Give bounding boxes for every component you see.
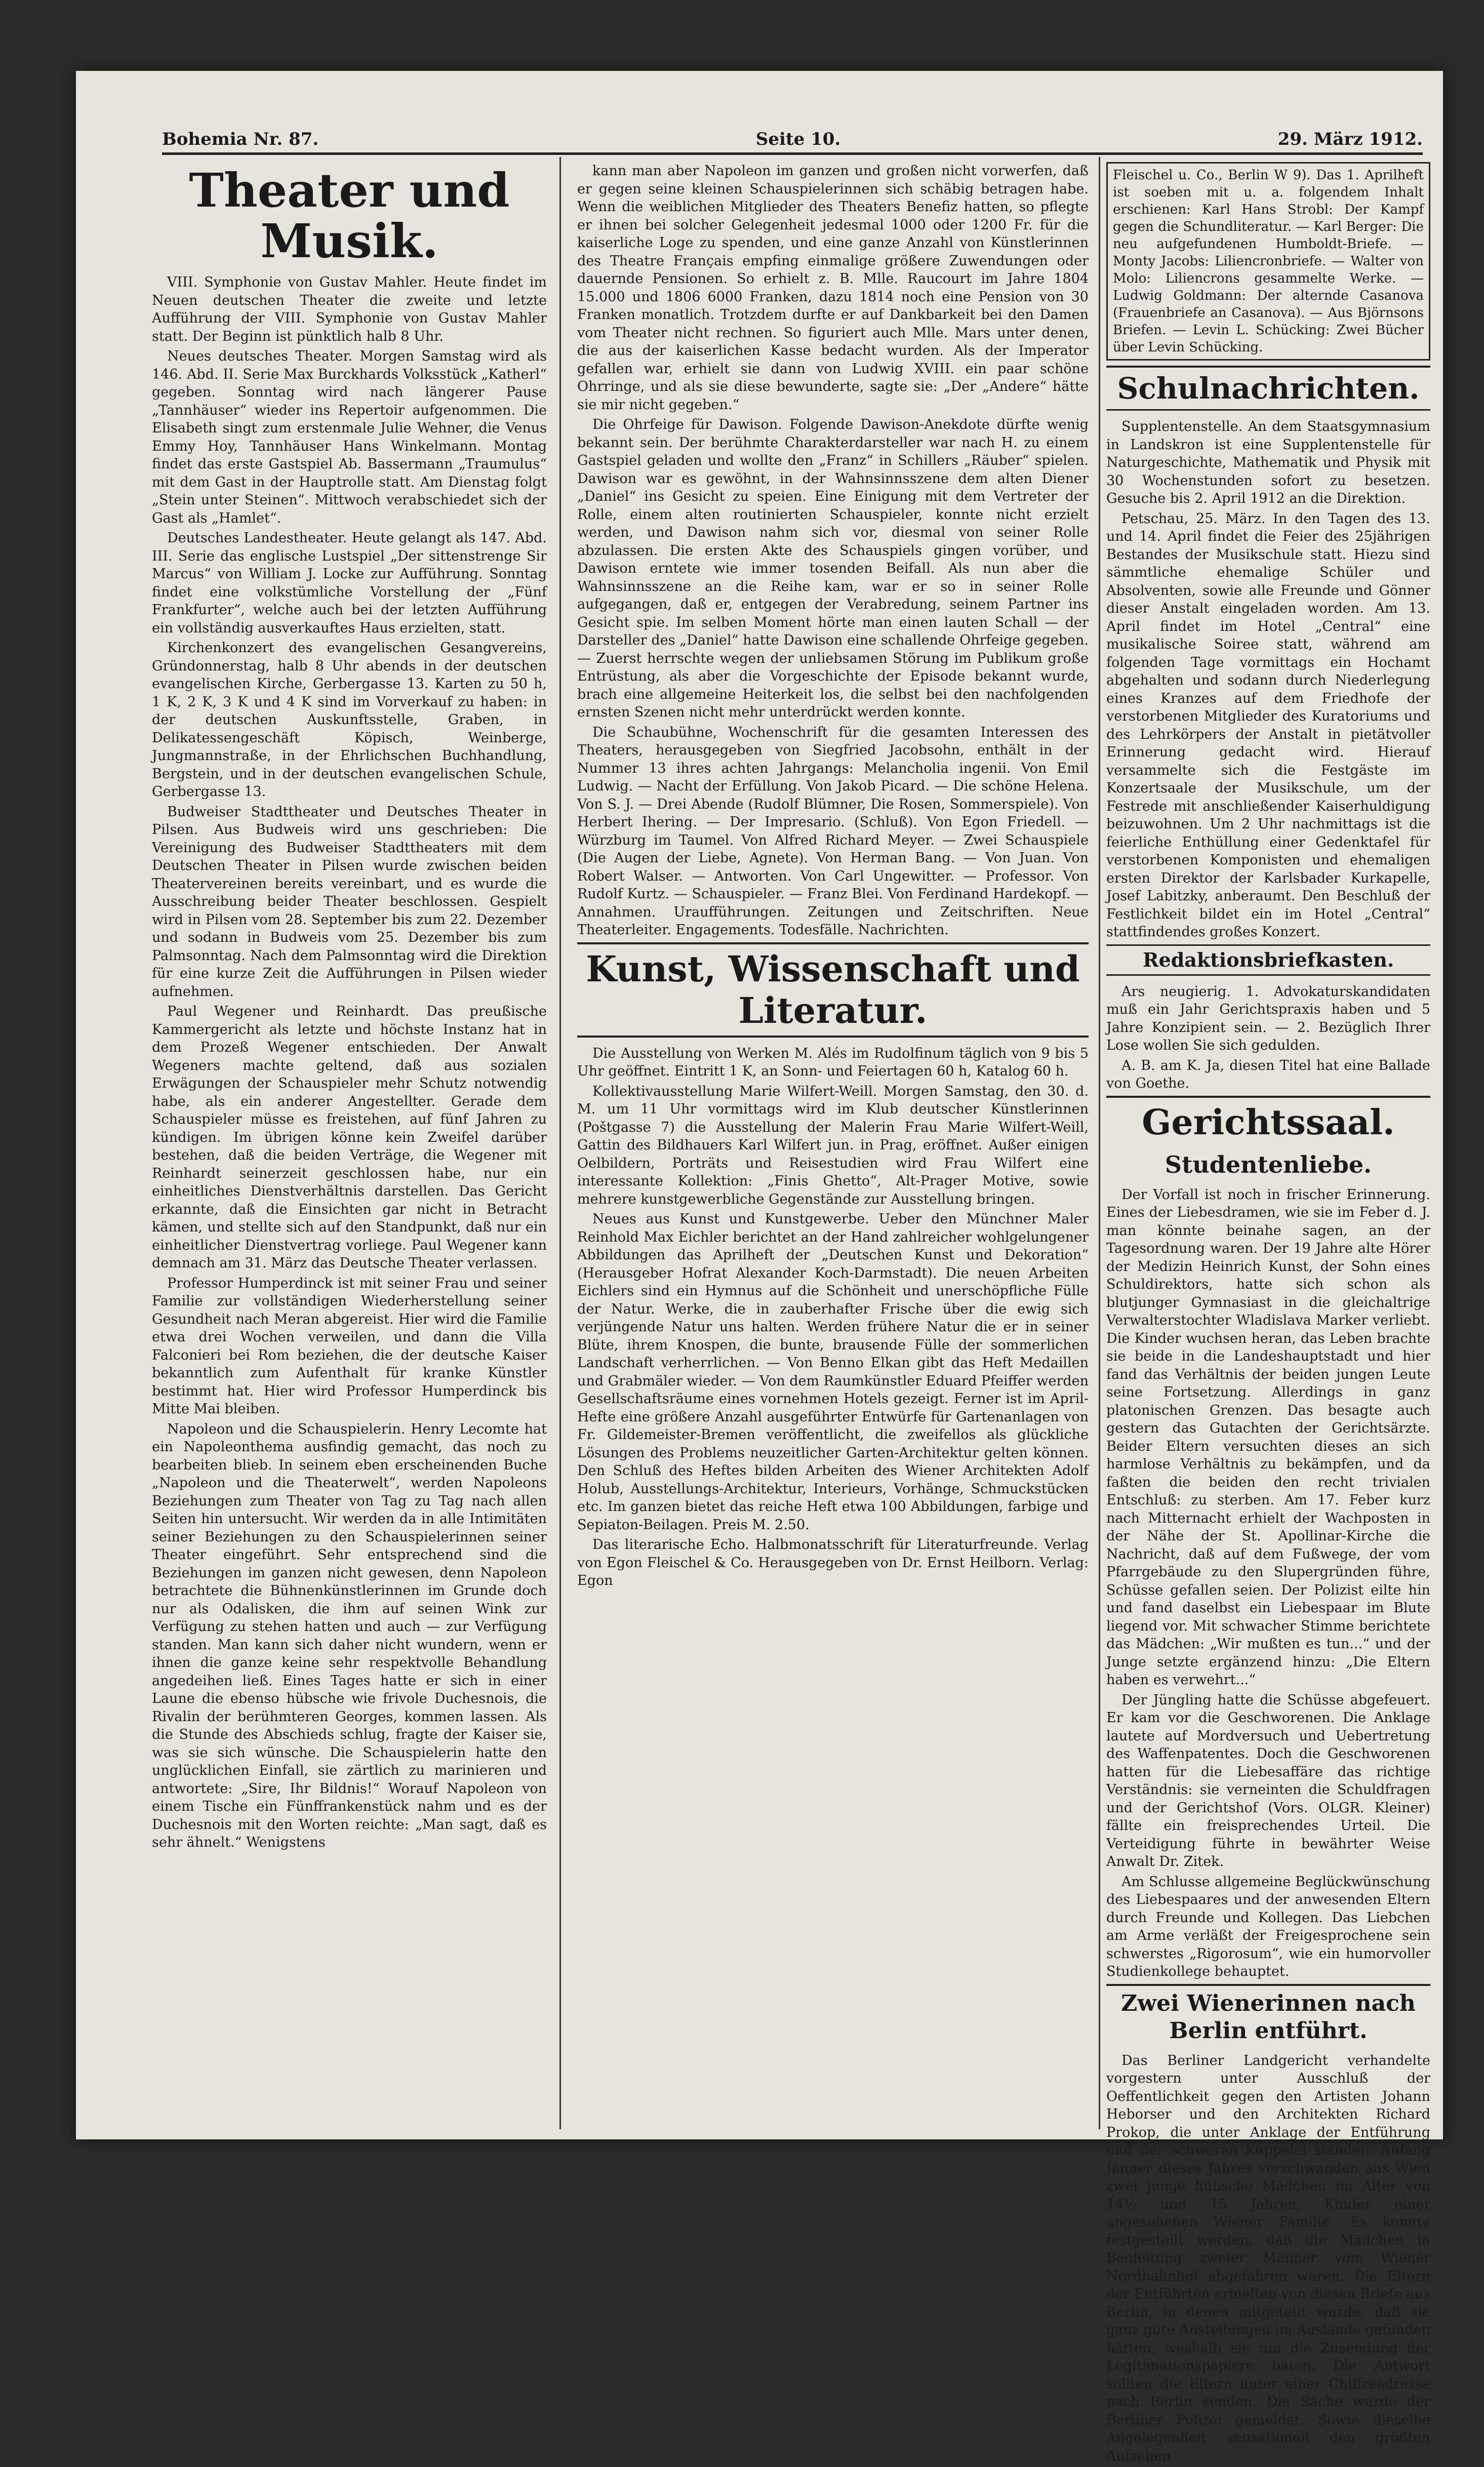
column-rule xyxy=(559,157,561,2129)
article-paragraph: Am Schlusse allgemeine Beglückwünschung des Liebespaares und der anwesenden Eltern durch Freunde und Kollegen. Das Liebchen am Arme verläßt der Freigesprochene sein schwerstes „Rigorosum“, wie ein humorvoller Studienkollege behauptet. xyxy=(1106,1874,1430,1979)
article-paragraph: VIII. Symphonie von Gustav Mahler. Heute findet im Neuen deutschen Theater die zweite und letzte Aufführung der VIII. Symphonie von Gustav Mahler statt. Der Beginn ist pünktlich halb 8 Uhr. xyxy=(152,274,547,344)
article-paragraph: Ars neugierig. 1. Advokaturskandidaten muß ein Jahr Gerichtspraxis haben und 5 Jahre Konzipient sein. — 2. Bezüglich Ihrer Lose wollen Sie sich gedulden. xyxy=(1106,983,1430,1053)
section-heading-kunst: Kunst, Wissenschaft und Literatur. xyxy=(577,942,1089,1038)
column-rule xyxy=(1099,157,1100,2129)
newspaper-page xyxy=(76,71,1443,2464)
section-heading-redaktionsbriefkasten: Redaktionsbriefkasten. xyxy=(1106,944,1430,976)
article-paragraph: Professor Humperdinck ist mit seiner Frau und seiner Familie zur vollständigen Wiederherstellung seiner Gesundheit nach Meran abgereist. Hier wird die Familie etwa drei Wochen verweilen, und dann die Villa Falconieri bei Rom beziehen, die der deutsche Kaiser bekanntlich zum Aufenthalt für kranke Künstler bestimmt hat. Hier wird Professor Humperdinck bis Mitte Mai bleiben. xyxy=(152,1275,547,1417)
section-heading-schulnachrichten: Schulnachrichten. xyxy=(1106,366,1430,411)
section-heading-gerichtssaal: Gerichtssaal. xyxy=(1106,1096,1430,1143)
article-paragraph: Kollektivausstellung Marie Wilfert-Weill. Morgen Samstag, den 30. d. M. um 11 Uhr vormittags wird im Klub deutscher Künstlerinnen (Poštgasse 7) die Ausstellung der Malerin Frau Marie Wilfert-Weill, Gattin des Bildhauers Karl Wilfert jun. in Prag, eröffnet. Außer einigen Oelbildern, Porträts und Reisestudien wird Frau Wilfert eine interessante Kollektion: „Finis Ghetto“, Alt-Prager Motive, sowie mehrere kunstgewerbliche Gegenstände zur Ausstellung bringen. xyxy=(577,1083,1089,1207)
article-paragraph: Supplentenstelle. An dem Staatsgymnasium in Landskron ist eine Supplentenstelle für Naturgeschichte, Mathematik und Physik mit 30 Wochenstunden sofort zu besetzen. Gesuche bis 2. April 1912 an die Direktion. xyxy=(1106,419,1430,506)
issue-date: 29. März 1912. xyxy=(1277,129,1423,149)
article-paragraph: Petschau, 25. März. In den Tagen des 13. und 14. April findet die Feier des 25jährigen Bestandes der Musikschule statt. Hiezu sind sämmtliche ehemalige Schüler und Absolventen, sowie alle Freunde und Gönner dieser Anstalt eingeladen worden. Am 13. April findet im Hotel „Central“ eine musikalische Soiree statt, während am folgenden Tage vormittags ein Hochamt abgehalten und sodann durch Niederlegung eines Kranzes auf dem Friedhofe der verstorbenen Mitglieder des Kuratoriums und des Lehrkörpers der Anstalt in pietätvoller Erinnerung gedacht wird. Hierauf versammelte sich die Festgäste im Konzertsaale der Musikschule, um der Festrede mit anschließender Kaiserhuldigung beizuwohnen. Um 2 Uhr nachmittags ist die feierliche Enthüllung einer Gedenktafel für verstorbenen Komponisten und ehemaligen ersten Direktor der Karlsbader Kurkapelle, Josef Labitzky, anberaumt. Den Beschluß der Festlichkeit bildet ein im Hotel „Central“ stattfindendes großes Konzert. xyxy=(1106,510,1430,940)
column-3 xyxy=(1106,162,1430,2467)
column-1 xyxy=(152,162,547,1854)
article-paragraph: Napoleon und die Schauspielerin. Henry Lecomte hat ein Napoleonthema ausfindig gemacht, das noch zu bearbeiten blieb. In seinem eben erscheinenden Buche „Napoleon und die Theaterwelt“, werden Napoleons Beziehungen zum Theater von Tag zu Tag nach allen Seiten hin untersucht. Wir werden da in alle Intimitäten seiner Beziehungen zu den Schauspielerinnen seiner Theater eingeführt. Sehr entsprechend sind die Beziehungen im ganzen nicht gewesen, denn Napoleon betrachtete die Bühnenkünstlerinnen im Grunde doch nur als Odalisken, die ihm auf seinen Wink zur Verfügung zu stehen hatten und auch — zur Verfügung standen. Man kann sich daher nicht wundern, wenn er ihnen die ganze keine sehr respektvolle Behandlung angedeihen ließ. Eines Tages hatte er sich in einer Laune die ebenso hübsche wie frivole Duchesnois, die Rivalin der berühmteren Georges, kommen lassen. Als die Stunde des Abschieds schlug, fragte der Kaiser sie, was sie sich wünsche. Die Schauspielerin hatte den unglücklichen Einfall, sie zärtlich zu marinieren und antwortete: „Sire, Ihr Bildnis!“ Worauf Napoleon von einem Tische ein Fünffrankenstück nahm und es der Duchesnois mit den Worten reichte: „Man sagt, daß es sehr ähnelt.“ Wenigstens xyxy=(152,1421,547,1850)
running-header xyxy=(162,119,1423,155)
article-heading-studentenliebe: Studentenliebe. xyxy=(1165,1150,1372,1178)
page-number: Seite 10. xyxy=(755,129,841,149)
column-2 xyxy=(577,162,1089,1592)
section-heading-theater: Theater und Musik. xyxy=(189,163,510,268)
article-paragraph: Das literarische Echo. Halbmonatsschrift für Literaturfreunde. Verlag von Egon Fleischel & Co. Herausgegeben von Dr. Ernst Heilborn. Verlag: Egon xyxy=(577,1537,1089,1588)
article-paragraph: kann man aber Napoleon im ganzen und großen nicht vorwerfen, daß er gegen seine kleinen Schauspielerinnen sich schäbig betragen habe. Wenn die weiblichen Mitglieder des Theaters Benefiz hatten, so pflegte er ihnen bei solcher Gelegenheit jedesmal 1000 oder 1200 Fr. für die kaiserliche Loge zu spenden, und eine ganze Anzahl von Künstlerinnen des Theatre Français empfing einmalige größere Zuwendungen oder dauernde Pensionen. So erhielt z. B. Mlle. Raucourt im Jahre 1804 15.000 und 1806 6000 Franken, dazu 1814 noch eine Pension von 30 Franken monatlich. Trotzdem durfte er auf Dankbarkeit bei den Damen vom Theater nicht rechnen. So figuriert auch Mlle. Mars unter denen, die aus der kaiserlichen Kasse bedacht wurden. Als der Imperator gefallen war, erhielt sie dann von Ludwig XVIII. ein paar schöne Ohrringe, und als sie diese bewunderte, sagte sie: „Der „Andere“ hätte sie mir nicht gegeben.“ xyxy=(577,163,1089,413)
article-paragraph: Die Ohrfeige für Dawison. Folgende Dawison-Anekdote dürfte wenig bekannt sein. Der berühmte Charakterdarsteller war nach H. zu einem Gastspiel geladen und wollte den „Franz“ in Schillers „Räuber“ spielen. Dawison war es gewöhnt, in der Wahnsinnsszene dem alten Diener „Daniel“ ins Gesicht zu speien. Eine Einigung mit dem Vertreter der Rolle, einem alten routinierten Schauspieler, konnte nicht erzielt werden, und Dawison nahm sich vor, diesmal von seiner Rolle abzulassen. Die ersten Akte des Schauspiels gingen vorüber, und Dawison erntete wie immer tosenden Beifall. Als nun aber die Wahnsinnsszene an die Reihe kam, war er so in seiner Rolle aufgegangen, daß er, entgegen der Verabredung, seinem Partner ins Gesicht spie. Im selben Moment hörte man einen lauten Schall — der Darsteller des „Daniel“ hatte Dawison eine schallende Ohrfeige gegeben. — Zuerst herrschte wegen der unliebsamen Störung im Publikum große Entrüstung, als aber die Vorgeschichte der Episode bekannt wurde, brach eine allgemeine Heiterkeit los, die selbst bei den nachfolgenden ernsten Szenen nicht mehr unterdrückt werden konnte. xyxy=(577,417,1089,720)
article-paragraph: Deutsches Landestheater. Heute gelangt als 147. Abd. III. Serie das englische Lustspiel „Der sittenstrenge Sir Marcus“ von William J. Locke zur Aufführung. Sonntag findet eine volkstümliche Vorstellung der „Fünf Frankfurter“, welche auch bei der letzten Aufführung ein vollständig ausverkauftes Haus erzielten, statt. xyxy=(152,530,547,636)
article-paragraph: A. B. am K. Ja, diesen Titel hat eine Ballade von Goethe. xyxy=(1106,1057,1430,1091)
article-paragraph: Kirchenkonzert des evangelischen Gesangvereins, Gründonnerstag, halb 8 Uhr abends in der deutschen evangelischen Kirche, Gerbergasse 13. Karten zu 50 h, 1 K, 2 K, 3 K und 4 K sind im Vorverkauf zu haben: in der deutschen Auskunftsstelle, Graben, in Delikatessengeschäft Köpisch, Weinberge, Jungmannstraße, in der Ehrlichschen Buchhandlung, Bergstein, und in der deutschen evangelischen Schule, Gerbergasse 13. xyxy=(152,640,547,800)
article-paragraph: Das Berliner Landgericht verhandelte vorgestern unter Ausschluß der Oeffentlichkeit gegen den Artisten Johann Heborser und den Architekten Richard Prokop, die unter Anklage der Entführung und der schweren Kuppelei standen. Anfang Jänner dieses Jahres verschwanden aus Wien zwei junge hübsche Mädchen im Alter von 14½ und 15 Jahren, Kinder einer angesehenen Wiener Familie. Es konnte festgestellt werden, daß die Mädchen in Begleitung zweier Männer vom Wiener Nordbahnhof abgefahren waren. Die Eltern der Entführten erhielten von diesen Briefe aus Berlin, in denen mitgeteilt wurde, daß sie ganz gute Anstellungen im Auslande gefunden hätten, weshalb sie um die Zusendung der Legitimationspapiere baten. Die Antwort sollten die Eltern unter einer Chiffreadresse nach Berlin senden. Die Sache wurde der Berliner Polizei gemeldet. Sowie dieselbe Angelegenheit sensationell den größten Aufsehen xyxy=(1106,2052,1430,2464)
article-paragraph: Der Jüngling hatte die Schüsse abgefeuert. Er kam vor die Geschworenen. Die Anklage lautete auf Mordversuch und Uebertretung des Waffenpatentes. Doch die Geschworenen hatten für die Liebesaffäre das richtige Verständnis: sie verneinten die Schuldfragen und der Gerichtshof (Vors. OLGR. Kleiner) fällte ein freisprechendes Urteil. Die Verteidigung führte in bewährter Weise Anwalt Dr. Zitek. xyxy=(1106,1692,1430,1869)
article-paragraph: Der Vorfall ist noch in frischer Erinnerung. Eines der Liebesdramen, wie sie im Feber d. J. man könnte beinahe sagen, an der Tagesordnung waren. Der 19 Jahre alte Hörer der Medizin Heinrich Kunst, der Sohn eines Schuldirektors, hatte sich schon als blutjunger Gymnasiast in die gleichaltrige Verwalterstochter Wladislava Marker verliebt. Die Kinder wuchsen heran, das Leben brachte sie beide in die Landeshauptstadt und hier fand das Verhältnis der beiden jungen Leute seine Fortsetzung. Allerdings in ganz platonischen Grenzen. Das besagte auch gestern das Gutachten der Gerichtsärzte. Beider Eltern versuchten dieses an sich harmlose Verhältnis zu bekämpfen, und da faßten die beiden den recht trivialen Entschluß: zu sterben. Am 17. Feber kurz nach Mitternacht erhielt der Wachposten in der Nähe der St. Apollinar-Kirche die Nachricht, daß auf dem Fußwege, der vom Pfarrgebäude zu den Slupergründen führe, Schüsse gefallen seien. Der Polizist eilte hin und fand daselbst ein Liebespaar im Blute liegend vor. Mit schwacher Stimme berichtete das Mädchen: „Wir mußten es tun...“ und der Junge setzte ergänzend hinzu: „Die Eltern haben es verwehrt...“ xyxy=(1106,1186,1430,1688)
article-paragraph: Budweiser Stadttheater und Deutsches Theater in Pilsen. Aus Budweis wird uns geschrieben: Die Vereinigung des Budweiser Stadttheaters mit dem Deutschen Theater in Pilsen wurde zwischen beiden Theatervereinen bereits vereinbart, und es wurde die Ausschreibung beider Theater beschlossen. Gespielt wird in Pilsen vom 28. September bis zum 22. Dezember und sodann in Budweis vom 25. Dezember bis zum Palmsonntag. Nach dem Palmsonntag wird die Direktion für eine kurze Zeit die Aufführungen in Pilsen wieder aufnehmen. xyxy=(152,804,547,1000)
article-heading-wienerinnen: Zwei Wienerinnen nach Berlin entführt. xyxy=(1106,1984,1430,2045)
article-paragraph: Die Schaubühne, Wochenschrift für die gesamten Interessen des Theaters, herausgegeben von Siegfried Jacobsohn, enthält in der Nummer 13 ihres achten Jahrgangs: Melancholia ingenii. Von Emil Ludwig. — Nacht der Erfüllung. Von Jakob Picard. — Die schöne Helena. Von S. J. — Drei Abende (Rudolf Blümner, Die Rosen, Sommerspiele). Von Herbert Ihering. — Der Impresario. (Schluß). Von Egon Friedell. — Würzburg im Taumel. Von Alfred Richard Meyer. — Zwei Schauspiele (Die Augen der Liebe, Agnete). Von Herman Bang. — Von Juan. Von Robert Walser. — Antworten. Von Carl Ungewitter. — Professor. Von Rudolf Kurtz. — Schauspieler. — Franz Blei. Von Ferdinand Hardekopf. — Annahmen. Uraufführungen. Zeitungen und Zeitschriften. Neue Theaterleiter. Engagements. Todesfälle. Nachrichten. xyxy=(577,724,1089,938)
article-paragraph: Neues deutsches Theater. Morgen Samstag wird als 146. Abd. II. Serie Max Burckhards Volksstück „Katherl“ gegeben. Sonntag wird nach längerer Pause „Tannhäuser“ wieder ins Repertoir aufgenommen. Die Elisabeth singt zum erstenmale Julie Wehner, die Venus Emmy Hoy, Tannhäuser Hans Winkelmann. Montag findet das erste Gastspiel Ab. Bassermann „Traumulus“ mit dem Gast in der Hauptrolle statt. Am Dienstag folgt „Stein unter Steinen“. Mittwoch verabschiedet sich der Gast als „Hamlet“. xyxy=(152,348,547,526)
masthead-issue: Bohemia Nr. 87. xyxy=(162,129,319,149)
literary-echo-box: Fleischel u. Co., Berlin W 9). Das 1. Aprilheft ist soeben mit u. a. folgendem Inhalt erschienen: Karl Hans Strobl: Der Kampf gegen die Schundliteratur. — Karl Berger: Die neu aufgefundenen Humboldt-Briefe. — Monty Jacobs: Liliencronbriefe. — Walter von Molo: Liliencrons gesammelte Werke. — Ludwig Goldmann: Der alternde Casanova (Frauenbriefe an Casanova). — Aus Björnsons Briefen. — Levin L. Schücking: Zwei Bücher über Levin Schücking. xyxy=(1106,162,1430,361)
article-paragraph: Die Ausstellung von Werken M. Alés im Rudolfinum täglich von 9 bis 5 Uhr geöffnet. Eintritt 1 K, an Sonn- und Feiertagen 60 h, Katalog 60 h. xyxy=(577,1045,1089,1079)
article-paragraph: Paul Wegener und Reinhardt. Das preußische Kammergericht als letzte und höchste Instanz hat in dem Prozeß Wegener entschieden. Der Anwalt Wegeners machte geltend, daß aus sozialen Erwägungen der Schauspieler mehr Schutz notwendig habe, als ein anderer Angestellter. Gerade dem Schauspieler müsse es freistehen, auf fünf Jahren zu kündigen. Im übrigen könne kein Zweifel darüber bestehen, daß die beiden Verträge, die Wegener mit Reinhardt seinerzeit geschlossen habe, nur ein einheitliches Dienstverhältnis darstellen. Das Gericht erkannte, daß die Einsichten gar nicht in Betracht kämen, und stellte sich auf den Standpunkt, daß nur ein einheitlicher Dienstvertrag vorliege. Paul Wegener kann demnach am 31. März das Deutsche Theater verlassen. xyxy=(152,1004,547,1271)
article-paragraph: Neues aus Kunst und Kunstgewerbe. Ueber den Münchner Maler Reinhold Max Eichler berichtet an der Hand zahlreicher wohlgelungener Abbildungen das Aprilheft der „Deutschen Kunst und Dekoration“ (Herausgeber Hofrat Alexander Koch-Darmstadt). Die neuen Arbeiten Eichlers sind ein Hymnus auf die Schönheit und unerschöpfliche Fülle der Natur. Werke, die in zauberhafter Frische über die ewig sich verjüngende Natur uns halten. Werden frühere Natur die er in seiner Blüte, ihrem Knospen, die bunte, brausende Fülle der sommerlichen Landschaft verherrlichen. — Von Benno Elkan gibt das Heft Medaillen und Grabmäler wieder. — Von dem Raumkünstler Eduard Pfeiffer werden Gesellschaftsräume eines vornehmen Hotels gezeigt. Ferner ist im April-Hefte eine größere Anzahl ausgeführter Entwürfe für Gartenanlagen von Fr. Gildemeister-Bremen veröffentlicht, die zweifellos als glückliche Lösungen des Problems neuzeitlicher Garten-Architektur gelten können. Den Schluß des Heftes bilden Arbeiten des Wiener Architekten Adolf Holub, Ausstellungs-Architektur, Interieurs, Vorhänge, Schmuckstücken etc. Im ganzen bietet das reiche Heft etwa 100 Abbildungen, farbige und Sepiaton-Beilagen. Preis M. 2.50. xyxy=(577,1211,1089,1533)
